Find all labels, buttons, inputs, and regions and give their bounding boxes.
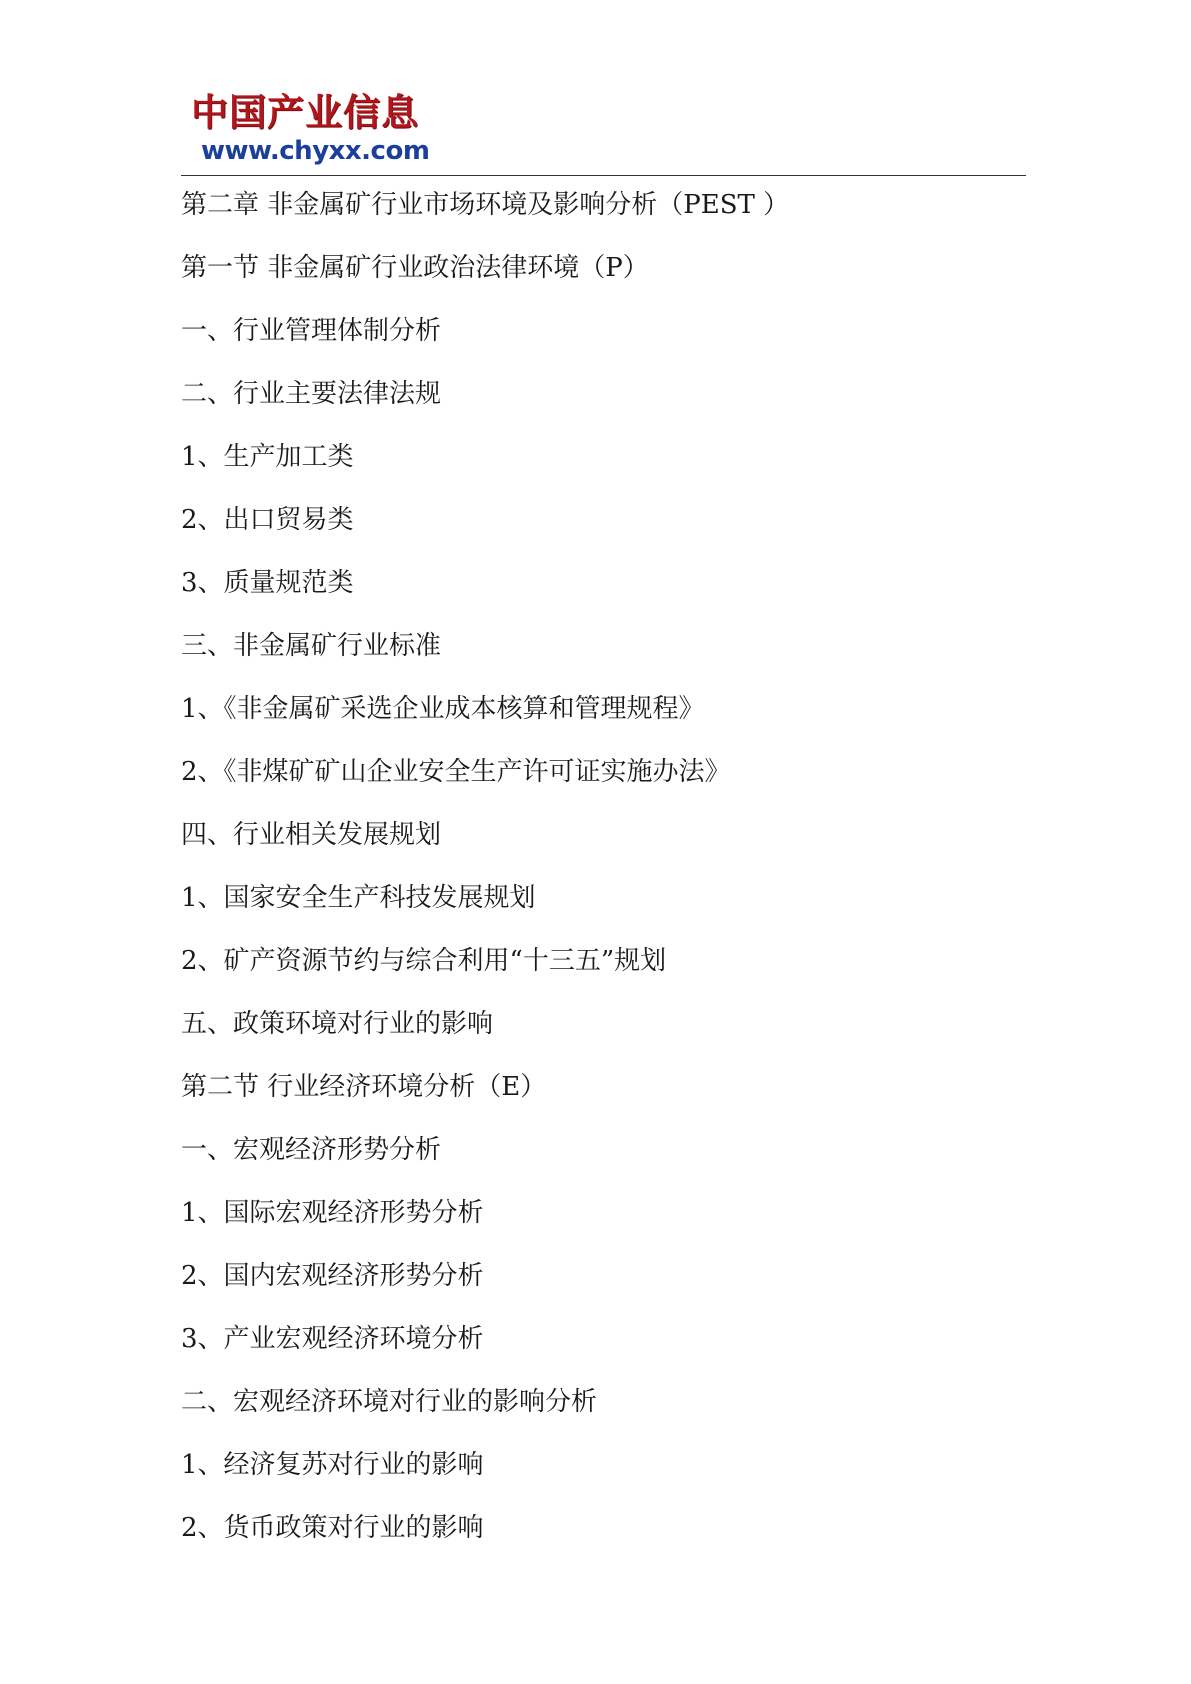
toc-item: 五、政策环境对行业的影响 [181,1009,494,1039]
toc-subitem: 1、《非金属矿采选企业成本核算和管理规程》 [181,694,705,724]
toc-subitem: 3、质量规范类 [181,568,354,598]
toc-subitem: 1、生产加工类 [181,442,354,472]
toc-subitem: 1、国家安全生产科技发展规划 [181,883,536,913]
toc-subitem: 2、货币政策对行业的影响 [181,1513,484,1543]
toc-item: 二、行业主要法律法规 [181,379,442,409]
toc-subitem: 2、出口贸易类 [181,505,354,535]
logo-url: www.chyxx.com [201,136,430,166]
chyxx-logo [185,86,445,172]
toc-item: 一、行业管理体制分析 [181,316,442,346]
toc-subitem: 1、经济复苏对行业的影响 [181,1450,484,1480]
toc-item: 一、宏观经济形势分析 [181,1135,442,1165]
toc-item: 二、宏观经济环境对行业的影响分析 [181,1387,598,1417]
toc-section-heading: 第二节 行业经济环境分析（E） [181,1072,547,1102]
page-header [181,86,1026,176]
toc-section-heading: 第一节 非金属矿行业政治法律环境（P） [181,253,649,283]
toc-subitem: 2、矿产资源节约与综合利用“十三五”规划 [181,946,667,976]
toc-item: 四、行业相关发展规划 [181,820,442,850]
toc-chapter-heading: 第二章 非金属矿行业市场环境及影响分析（PEST ） [181,190,790,220]
logo-title: 中国产业信息 [191,91,419,134]
toc-subitem: 2、国内宏观经济形势分析 [181,1261,484,1291]
table-of-contents [181,186,1021,1572]
toc-item: 三、非金属矿行业标准 [181,631,442,661]
toc-subitem: 1、国际宏观经济形势分析 [181,1198,484,1228]
header-divider [181,175,1026,176]
toc-subitem: 3、产业宏观经济环境分析 [181,1324,484,1354]
toc-subitem: 2、《非煤矿矿山企业安全生产许可证实施办法》 [181,757,731,787]
